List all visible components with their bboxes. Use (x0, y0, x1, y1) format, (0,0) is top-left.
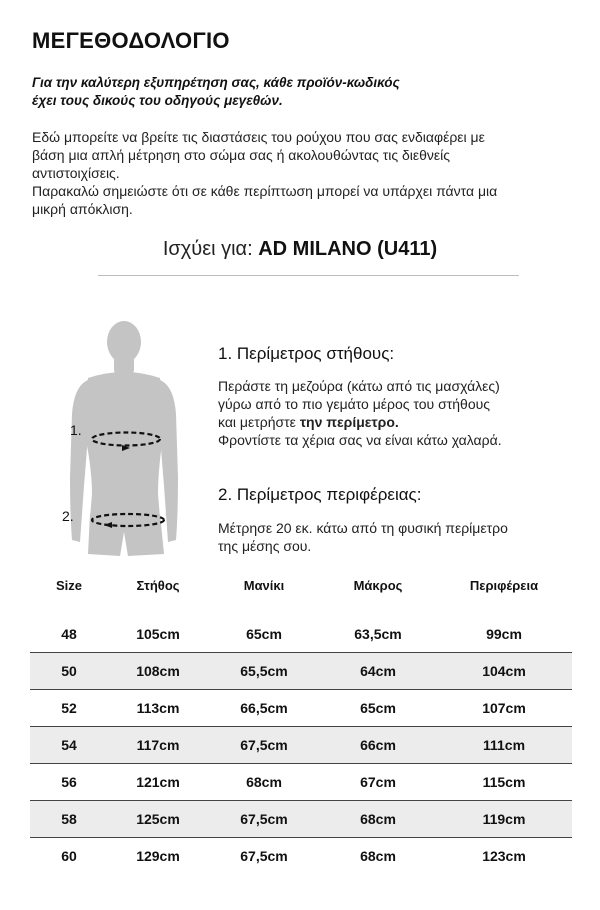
intro-highlight-line: έχει τους δικούς του οδηγούς μεγεθών. (32, 93, 283, 108)
table-row (30, 616, 572, 653)
header-length: Μάκρος (353, 577, 403, 593)
cell-hip: 115cm (436, 764, 572, 801)
step-1-line-bold: την περίμετρο. (299, 414, 399, 430)
cell-size: 56 (30, 764, 108, 801)
cell-length: 68cm (320, 801, 436, 838)
cell-length: 68cm (320, 838, 436, 875)
cell-chest: 121cm (108, 764, 208, 801)
applies-brand: AD MILANO (U411) (258, 238, 438, 260)
header-chest: Στήθος (136, 577, 180, 593)
header-sleeve: Μανίκι (243, 577, 285, 593)
intro-line: βάση μια απλή μέτρηση στο σώμα σας ή ακολουθώντας τις διεθνείς (32, 147, 451, 163)
table-row (30, 838, 572, 875)
cell-size: 58 (30, 801, 108, 838)
cell-size: 52 (30, 690, 108, 727)
cell-size: 48 (61, 626, 77, 642)
cell-length: 63,5cm (354, 626, 402, 642)
cell-chest: 108cm (108, 653, 208, 690)
table-row (30, 764, 572, 801)
intro-highlight-line: Για την καλύτερη εξυπηρέτηση σας, κάθε προϊόν-κωδικός (32, 75, 400, 90)
cell-length: 65cm (320, 690, 436, 727)
step-1-text (218, 377, 578, 449)
cell-sleeve: 66,5cm (208, 690, 320, 727)
cell-chest: 113cm (108, 690, 208, 727)
body-figure (60, 318, 200, 558)
intro-text (32, 128, 572, 218)
cell-length: 67cm (320, 764, 436, 801)
intro-line: Εδώ μπορείτε να βρείτε τις διαστάσεις του ρούχου που σας ενδιαφέρει με (32, 129, 485, 145)
cell-hip: 123cm (436, 838, 572, 875)
figure-label-chest: 1. (70, 422, 82, 438)
intro-line: αντιστοιχίσεις. (32, 165, 120, 181)
cell-length: 64cm (320, 653, 436, 690)
step-1-line-prefix: και μετρήστε (218, 414, 300, 430)
cell-chest: 117cm (108, 727, 208, 764)
step-2-line: Μέτρησε 20 εκ. κάτω από τη φυσική περίμετρο (218, 520, 508, 536)
page-title: ΜΕΓΕΘΟΔΟΛΟΓΙΟ (32, 28, 230, 53)
cell-sleeve: 68cm (208, 764, 320, 801)
cell-size: 54 (30, 727, 108, 764)
divider (98, 275, 519, 276)
step-2-text (218, 519, 578, 555)
intro-line: Παρακαλώ σημειώστε ότι σε κάθε περίπτωση μπορεί να υπάρχει πάντα μια (32, 183, 498, 199)
cell-hip: 111cm (436, 727, 572, 764)
step-2-heading: 2. Περίμετρος περιφέρειας: (218, 485, 422, 504)
applies-prefix: Ισχύει για: (162, 238, 259, 260)
table-row (30, 727, 572, 764)
cell-sleeve: 67,5cm (208, 838, 320, 875)
table-row (30, 653, 572, 690)
step-1-line: Περάστε τη μεζούρα (κάτω από τις μασχάλες) (218, 378, 500, 394)
cell-hip: 119cm (436, 801, 572, 838)
cell-chest: 125cm (108, 801, 208, 838)
cell-chest: 129cm (108, 838, 208, 875)
table-row (30, 690, 572, 727)
step-1-heading: 1. Περίμετρος στήθους: (218, 344, 395, 363)
step-1-line: Φροντίστε τα χέρια σας να είναι κάτω χαλαρά. (218, 432, 502, 448)
cell-hip: 99cm (486, 626, 522, 642)
step-1-line: γύρω από το πιο γεμάτο μέρος του στήθους (218, 396, 491, 412)
cell-sleeve: 65cm (246, 626, 282, 642)
cell-sleeve: 67,5cm (208, 727, 320, 764)
cell-hip: 104cm (436, 653, 572, 690)
table-row (30, 801, 572, 838)
step-1-line (218, 413, 578, 431)
size-table (30, 574, 572, 874)
cell-hip: 107cm (436, 690, 572, 727)
cell-sleeve: 65,5cm (208, 653, 320, 690)
intro-highlight (32, 74, 572, 110)
cell-size: 60 (30, 838, 108, 875)
body-silhouette-illustration (60, 318, 200, 558)
cell-chest: 105cm (136, 626, 180, 642)
step-2-line: της μέσης σου. (218, 538, 312, 554)
cell-sleeve: 67,5cm (208, 801, 320, 838)
figure-label-hip: 2. (62, 508, 74, 524)
header-size: Size (55, 577, 82, 593)
cell-size: 50 (30, 653, 108, 690)
intro-line: μικρή απόκλιση. (32, 201, 133, 217)
cell-length: 66cm (320, 727, 436, 764)
header-hip: Περιφέρεια (469, 577, 539, 593)
table-header-row (30, 574, 572, 596)
applies-to-line (0, 238, 600, 261)
